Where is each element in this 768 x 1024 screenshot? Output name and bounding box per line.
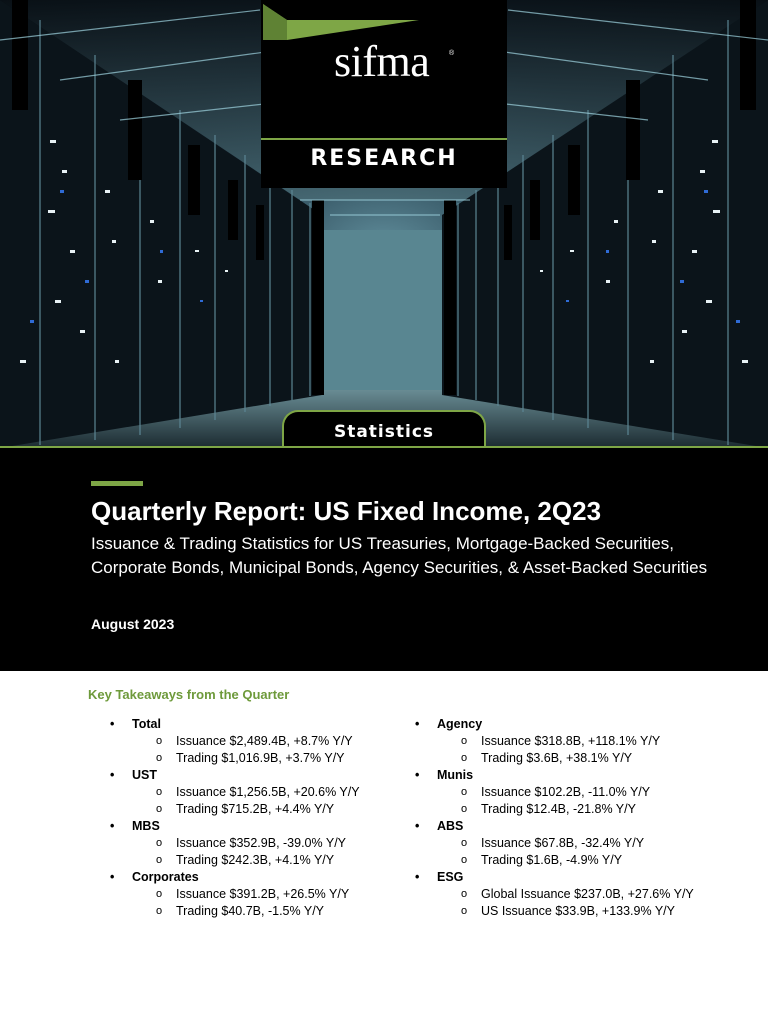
registered-mark: ® bbox=[449, 50, 455, 57]
list-item: o Global Issuance $237.0B, +27.6% Y/Y bbox=[461, 887, 694, 901]
bullet-icon: • bbox=[110, 717, 115, 731]
sifma-logo-box bbox=[261, 0, 507, 188]
report-subtitle-line-1: Issuance & Trading Statistics for US Treasuries, Mortgage-Backed Securities, bbox=[91, 534, 674, 553]
takeaways-left-column bbox=[108, 716, 360, 920]
report-subtitle-line-2: Corporate Bonds, Municipal Bonds, Agency Securities, & Asset-Backed Securities bbox=[91, 558, 708, 577]
bullet-icon: • bbox=[110, 870, 115, 884]
sub-bullet-icon: o bbox=[461, 888, 468, 900]
sub-bullet-icon: o bbox=[461, 837, 468, 849]
group-title: Total bbox=[132, 717, 161, 731]
bullet-icon: • bbox=[415, 717, 420, 731]
list-item: o Trading $1,016.9B, +3.7% Y/Y bbox=[156, 751, 345, 765]
list-item: o US Issuance $33.9B, +133.9% Y/Y bbox=[461, 904, 675, 918]
sub-bullet-icon: o bbox=[461, 905, 468, 917]
sifma-swoosh-icon bbox=[261, 0, 421, 44]
sub-bullet-icon: o bbox=[461, 803, 468, 815]
statistics-tab-label: Statistics bbox=[333, 422, 435, 442]
takeaway-group-munis bbox=[413, 767, 694, 818]
group-title: Munis bbox=[437, 768, 474, 782]
title-band bbox=[0, 448, 768, 671]
bullet-icon: • bbox=[415, 768, 420, 782]
sub-bullet-icon: o bbox=[156, 854, 163, 866]
sub-bullet-icon: o bbox=[156, 888, 163, 900]
list-item: o Trading $12.4B, -21.8% Y/Y bbox=[461, 802, 636, 816]
takeaway-group-ust bbox=[108, 767, 360, 818]
sub-bullet-icon: o bbox=[156, 837, 163, 849]
sub-bullet-icon: o bbox=[461, 786, 468, 798]
takeaway-group-total bbox=[108, 716, 360, 767]
group-title: UST bbox=[132, 768, 157, 782]
group-title: Agency bbox=[437, 717, 483, 731]
sub-bullet-icon: o bbox=[156, 786, 163, 798]
group-title: MBS bbox=[132, 819, 160, 833]
takeaway-group-corporates bbox=[108, 869, 360, 920]
list-item: o Issuance $391.2B, +26.5% Y/Y bbox=[156, 887, 350, 901]
sub-bullet-icon: o bbox=[156, 905, 163, 917]
list-item: o Issuance $67.8B, -32.4% Y/Y bbox=[461, 836, 645, 850]
list-item: o Issuance $2,489.4B, +8.7% Y/Y bbox=[156, 734, 353, 748]
list-item: o Issuance $318.8B, +118.1% Y/Y bbox=[461, 734, 661, 748]
group-title: ESG bbox=[437, 870, 464, 884]
group-title: Corporates bbox=[132, 870, 199, 884]
bullet-icon: • bbox=[110, 768, 115, 782]
report-subtitle bbox=[91, 532, 707, 580]
list-item: o Issuance $1,256.5B, +20.6% Y/Y bbox=[156, 785, 360, 799]
sub-bullet-icon: o bbox=[156, 803, 163, 815]
bullet-icon: • bbox=[415, 819, 420, 833]
cover-photo-data-center bbox=[0, 0, 768, 448]
list-item: o Trading $715.2B, +4.4% Y/Y bbox=[156, 802, 335, 816]
list-item: o Issuance $352.9B, -39.0% Y/Y bbox=[156, 836, 347, 850]
logo-divider bbox=[261, 138, 507, 140]
report-title: Quarterly Report: US Fixed Income, 2Q23 bbox=[91, 496, 602, 526]
report-date: August 2023 bbox=[91, 616, 175, 632]
takeaways-right-column bbox=[413, 716, 694, 920]
bullet-icon: • bbox=[415, 870, 420, 884]
sub-bullet-icon: o bbox=[156, 752, 163, 764]
takeaway-group-mbs bbox=[108, 818, 360, 869]
list-item: o Trading $242.3B, +4.1% Y/Y bbox=[156, 853, 335, 867]
sub-bullet-icon: o bbox=[461, 735, 468, 747]
sub-bullet-icon: o bbox=[461, 854, 468, 866]
takeaway-group-esg bbox=[413, 869, 694, 920]
takeaway-group-abs bbox=[413, 818, 694, 869]
list-item: o Trading $3.6B, +38.1% Y/Y bbox=[461, 751, 633, 765]
sub-bullet-icon: o bbox=[461, 752, 468, 764]
takeaway-group-agency bbox=[413, 716, 694, 767]
list-item: o Trading $40.7B, -1.5% Y/Y bbox=[156, 904, 325, 918]
list-item: o Trading $1.6B, -4.9% Y/Y bbox=[461, 853, 623, 867]
key-takeaways-heading: Key Takeaways from the Quarter bbox=[88, 687, 290, 702]
bullet-icon: • bbox=[110, 819, 115, 833]
statistics-tab bbox=[282, 410, 486, 448]
sifma-wordmark: sifma bbox=[334, 37, 430, 86]
group-title: ABS bbox=[437, 819, 464, 833]
sub-bullet-icon: o bbox=[156, 735, 163, 747]
title-accent-bar bbox=[91, 481, 143, 486]
research-label: RESEARCH bbox=[310, 146, 458, 171]
list-item: o Issuance $102.2B, -11.0% Y/Y bbox=[461, 785, 651, 799]
